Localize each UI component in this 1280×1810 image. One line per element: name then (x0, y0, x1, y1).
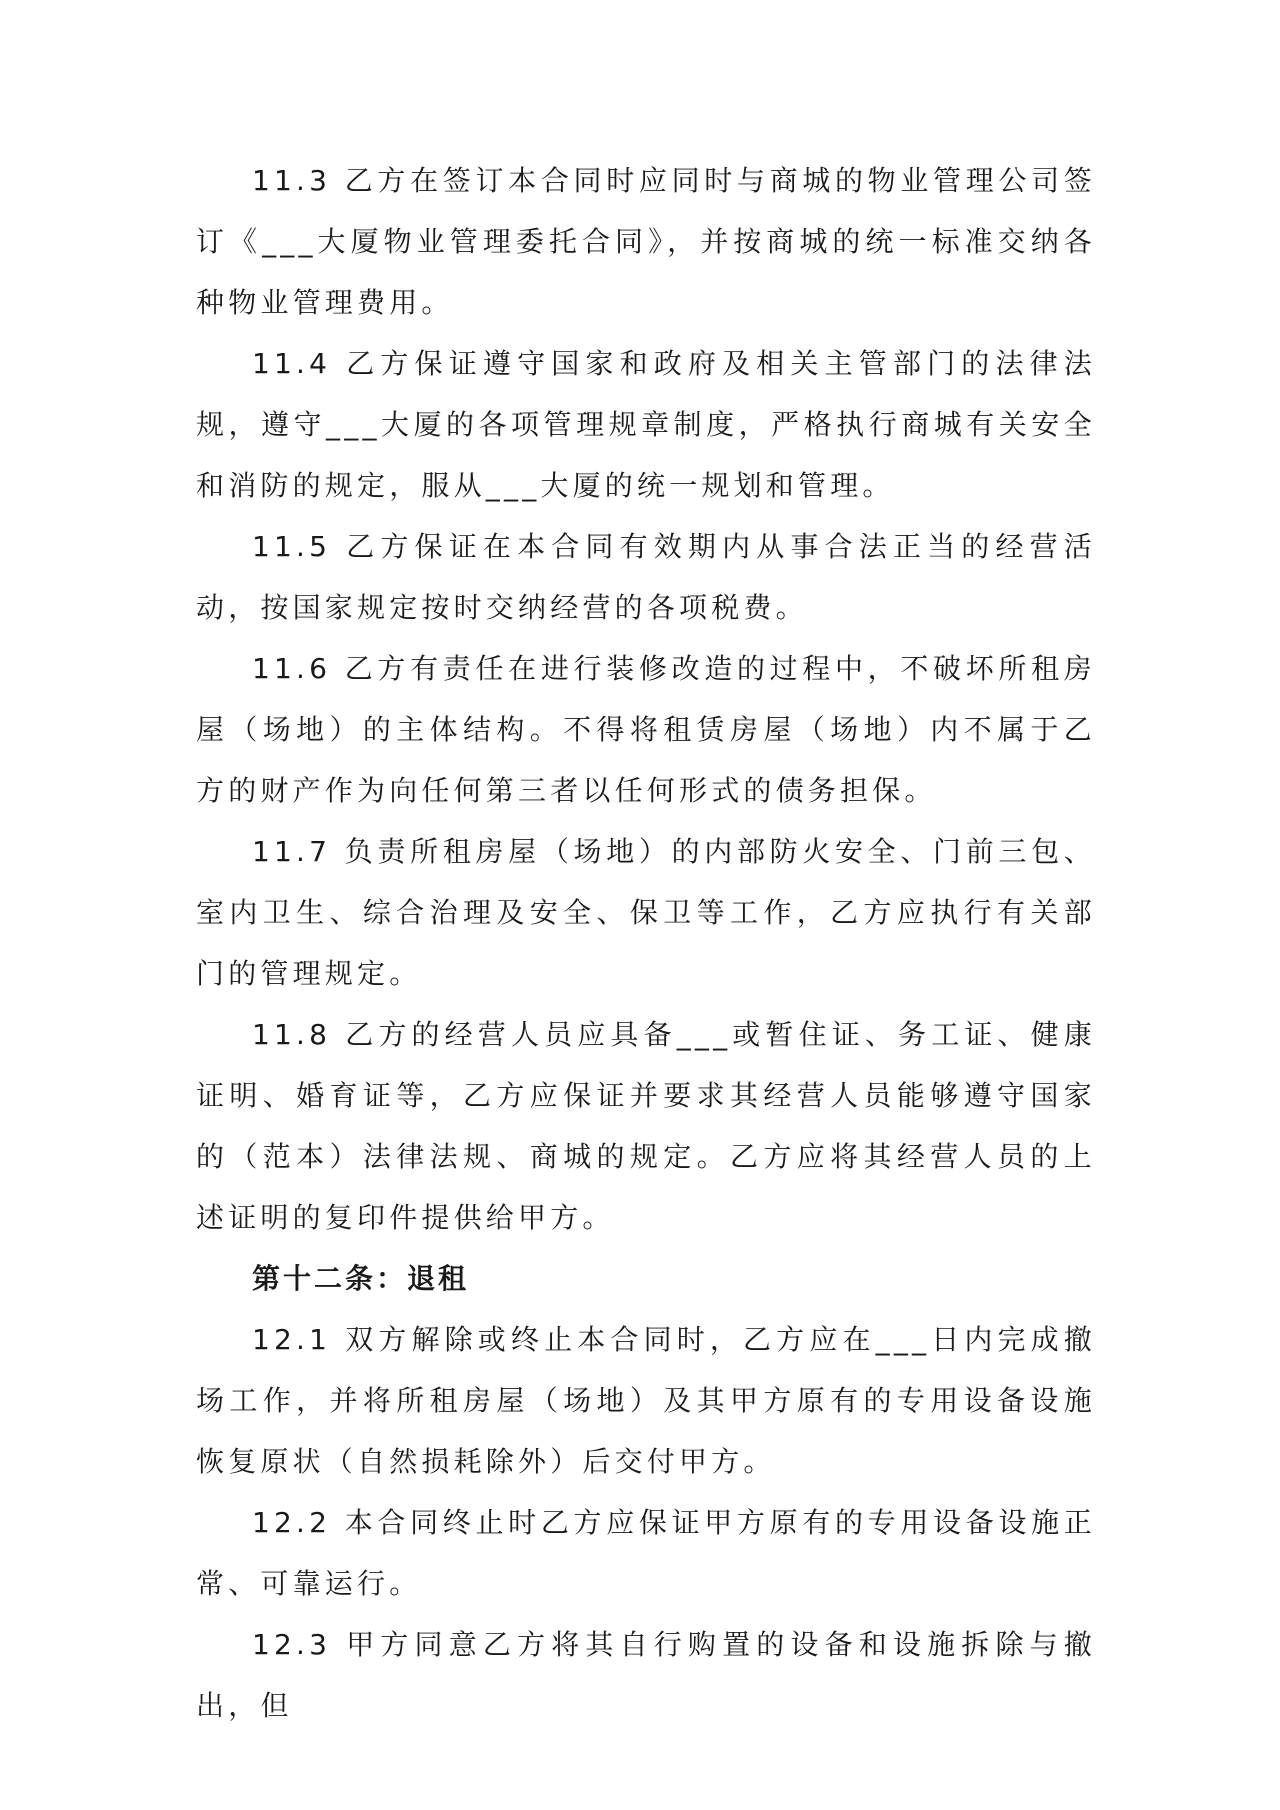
document-body (196, 150, 1096, 1736)
clause-11-8: 11.8 乙方的经营人员应具备___或暂住证、务工证、健康证明、婚育证等，乙方应保证并要求其经营人员能够遵守国家的（范本）法律法规、商城的规定。乙方应将其经营人员的上述证明的复印件提供给甲方。 (196, 1018, 1096, 1234)
clause-12-3: 12.3 甲方同意乙方将其自行购置的设备和设施拆除与撤出，但 (196, 1628, 1096, 1722)
clause-11-4: 11.4 乙方保证遵守国家和政府及相关主管部门的法律法规，遵守___大厦的各项管理规章制度，严格执行商城有关安全和消防的规定，服从___大厦的统一规划和管理。 (196, 347, 1096, 502)
clause-12-2: 12.2 本合同终止时乙方应保证甲方原有的专用设备设施正常、可靠运行。 (196, 1506, 1096, 1600)
clause-11-5: 11.5 乙方保证在本合同有效期内从事合法正当的经营活动，按国家规定按时交纳经营的各项税费。 (196, 530, 1096, 624)
clause-11-6: 11.6 乙方有责任在进行装修改造的过程中，不破坏所租房屋（场地）的主体结构。不得将租赁房屋（场地）内不属于乙方的财产作为向任何第三者以任何形式的债务担保。 (196, 652, 1096, 807)
clause-11-3: 11.3 乙方在签订本合同时应同时与商城的物业管理公司签订《___大厦物业管理委托合同》，并按商城的统一标准交纳各种物业管理费用。 (196, 164, 1096, 319)
section-heading: 第十二条：退租 (252, 1262, 470, 1295)
clause-11-7: 11.7 负责所租房屋（场地）的内部防火安全、门前三包、室内卫生、综合治理及安全、保卫等工作，乙方应执行有关部门的管理规定。 (196, 835, 1096, 990)
clause-12-1: 12.1 双方解除或终止本合同时，乙方应在___日内完成撤场工作，并将所租房屋（场地）及其甲方原有的专用设备设施恢复原状（自然损耗除外）后交付甲方。 (196, 1323, 1096, 1478)
